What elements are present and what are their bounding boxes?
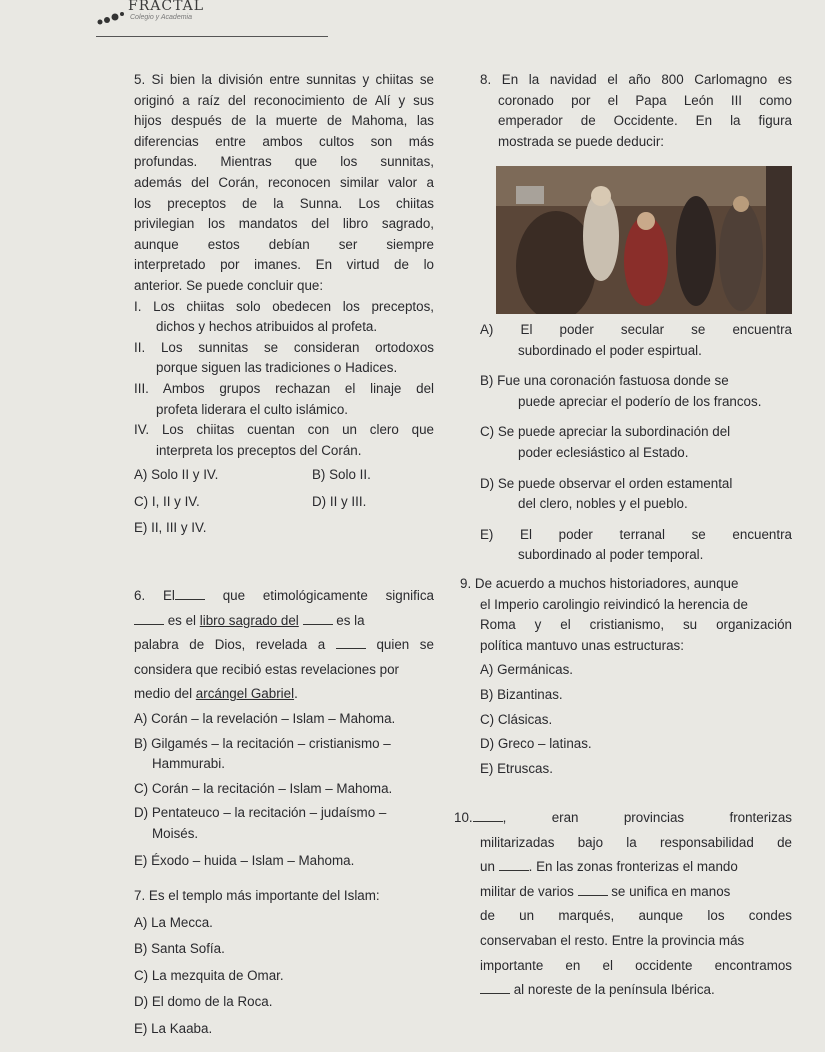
logo-title: FRACTAL	[128, 0, 205, 14]
q8-option-d-cont: del clero, nobles y el pueblo.	[518, 496, 688, 512]
q6-option-c[interactable]: C) Corán – la recitación – Islam – Mahoma.	[134, 780, 393, 796]
q9-option-c[interactable]: C) Clásicas.	[480, 711, 553, 727]
q7-option-e[interactable]: E) La Kaaba.	[134, 1020, 213, 1036]
q10-line: 10. , eran provincias fronterizas	[454, 810, 792, 825]
q5-item: II. Los sunnitas se consideran ortodoxos	[134, 339, 434, 355]
question-10	[454, 808, 792, 1001]
q7-option-d[interactable]: D) El domo de la Roca.	[134, 994, 273, 1010]
q6-option-d-cont: Moisés.	[152, 825, 199, 841]
q5-line: aunque estos debían ser siempre	[134, 236, 434, 252]
header	[96, 0, 336, 42]
q5-option-d[interactable]: D) II y III.	[312, 493, 367, 509]
q6-option-b-cont: Hammurabi.	[152, 756, 225, 772]
blank[interactable]	[134, 612, 164, 625]
painting-image	[496, 166, 792, 314]
q5-options-row	[134, 465, 434, 486]
question-5	[134, 70, 434, 539]
q10-line: de un marqués, aunque los condes	[480, 908, 792, 924]
q8-line: mostrada se puede deducir:	[498, 133, 664, 149]
question-8	[480, 70, 792, 152]
q5-item-cont: dichos y hechos atribuidos al profeta.	[156, 319, 378, 335]
coronation-painting	[496, 166, 792, 314]
q5-line: privilegian los mandatos del libro sagrado,	[134, 216, 434, 232]
q8-options	[480, 320, 792, 566]
q7-question: 7. Es el templo más importante del Islam:	[134, 888, 380, 903]
logo-icon	[96, 8, 126, 30]
q6-option-d[interactable]: D) Pentateuco – la recitación – judaísmo –	[134, 805, 387, 821]
q5-item: I. Los chiitas solo obedecen los preceptos,	[134, 298, 434, 314]
q8-line: coronado por el Papa León III como	[498, 92, 792, 108]
question-7	[134, 886, 434, 1040]
q6-line: medio del arcángel Gabriel.	[134, 686, 298, 702]
q5-item-cont: porque siguen las tradiciones o Hadices.	[156, 360, 398, 376]
q5-item-cont: profeta liderara el culto islámico.	[156, 401, 349, 417]
q10-line: al noreste de la península Ibérica.	[480, 980, 792, 1001]
blank[interactable]	[480, 981, 510, 994]
q5-option-e[interactable]: E) II, III y IV.	[134, 520, 207, 536]
q10-line: importante en el occidente encontramos	[480, 957, 792, 973]
q9-option-d[interactable]: D) Greco – latinas.	[480, 736, 592, 752]
question-6	[134, 586, 434, 871]
q8-option-e[interactable]: E) El poder terranal se encuentra	[480, 526, 792, 542]
q8-option-e-cont: subordinado al poder temporal.	[518, 547, 704, 563]
q8-option-d[interactable]: D) Se puede observar el orden estamental	[480, 475, 733, 491]
q5-line: además del Corán, reconocen similar valor a	[134, 174, 434, 190]
blank[interactable]	[499, 858, 529, 871]
q7-option-a[interactable]: A) La Mecca.	[134, 914, 213, 930]
blank[interactable]	[175, 587, 205, 600]
blank[interactable]	[473, 809, 503, 822]
q9-line: Roma y el cristianismo, su organización	[480, 617, 792, 633]
q5-item-cont: interpreta los preceptos del Corán.	[156, 442, 362, 458]
q7-option-b[interactable]: B) Santa Sofía.	[134, 941, 225, 957]
q10-line: militarizadas bajo la responsabilidad de	[480, 834, 792, 850]
q5-option-b[interactable]: B) Solo II.	[312, 467, 371, 483]
q9-option-b[interactable]: B) Bizantinas.	[480, 686, 563, 702]
q9-line: el Imperio carolingio reivindicó la herencia de	[480, 596, 748, 612]
q6-line: 6. El que etimológicamente significa	[134, 588, 434, 603]
q6-option-b[interactable]: B) Gilgamés – la recitación – cristianismo –	[134, 735, 391, 751]
q10-line: militar de varios se unifica en manos	[480, 883, 731, 899]
q5-line: diferencias entre ambos cultos son más	[134, 133, 434, 149]
q5-line: los preceptos de la Sunna. Los chiitas	[134, 195, 434, 211]
q5-line: profundas. Mientras que los sunnitas,	[134, 154, 434, 170]
q6-line: es el libro sagrado del es la	[134, 611, 434, 632]
q6-line: considera que recibió estas revelaciones por	[134, 661, 399, 677]
q8-option-b[interactable]: B) Fue una coronación fastuosa donde se	[480, 373, 729, 389]
q9-line: 9. De acuerdo a muchos historiadores, aunque	[460, 576, 739, 591]
q5-number: 5.	[134, 72, 146, 87]
q8-option-a-cont: subordinado el poder espirtual.	[518, 342, 702, 358]
q5-item: III. Ambos grupos rechazan el linaje del	[134, 380, 434, 396]
q5-line: hijos después de la muerte de Mahoma, las	[134, 113, 434, 129]
q10-line: conservaban el resto. Entre la provincia más	[480, 932, 745, 948]
q10-line: un . En las zonas fronterizas el mando	[480, 859, 738, 875]
q5-item: IV. Los chiitas cuentan con un clero que	[134, 422, 434, 438]
q8-line: emperador de Occidente. En la figura	[498, 113, 792, 129]
q8-number: 8.	[480, 72, 492, 87]
q9-option-e[interactable]: E) Etruscas.	[480, 760, 553, 776]
q5-line: interpretado por imanes. En virtud de lo	[134, 257, 434, 273]
q7-option-c[interactable]: C) La mezquita de Omar.	[134, 967, 284, 983]
blank[interactable]	[303, 612, 333, 625]
q8-option-a[interactable]: A) El poder secular se encuentra	[480, 322, 792, 337]
blank[interactable]	[578, 883, 608, 896]
q8-option-b-cont: puede apreciar el poderío de los francos.	[518, 393, 762, 409]
q6-option-a[interactable]: A) Corán – la revelación – Islam – Mahoma.	[134, 710, 396, 726]
q8-option-c-cont: poder eclesiástico al Estado.	[518, 444, 689, 460]
q5-line: 5. Si bien la división entre sunnitas y chiitas se	[134, 72, 434, 87]
q5-line: anterior. Se puede concluir que:	[134, 277, 324, 293]
q9-line: política mantuvo unas estructuras:	[480, 637, 684, 653]
logo-subtitle: Colegio y Academia	[130, 14, 192, 21]
q8-option-c[interactable]: C) Se puede apreciar la subordinación del	[480, 424, 731, 440]
q6-option-e[interactable]: E) Éxodo – huida – Islam – Mahoma.	[134, 852, 355, 868]
blank[interactable]	[336, 636, 366, 649]
q5-option-c[interactable]: C) I, II y IV.	[134, 493, 200, 509]
q9-option-a[interactable]: A) Germánicas.	[480, 662, 574, 678]
q8-line: 8. En la navidad el año 800 Carlomagno es	[480, 72, 792, 87]
header-divider	[96, 36, 328, 37]
q5-line: originó a raíz del reconocimiento de Alí y sus	[134, 92, 434, 108]
q5-options-row	[134, 492, 434, 513]
question-9	[460, 574, 792, 779]
q5-option-a[interactable]: A) Solo II y IV.	[134, 467, 219, 483]
q6-line: palabra de Dios, revelada a quien se	[134, 637, 434, 653]
